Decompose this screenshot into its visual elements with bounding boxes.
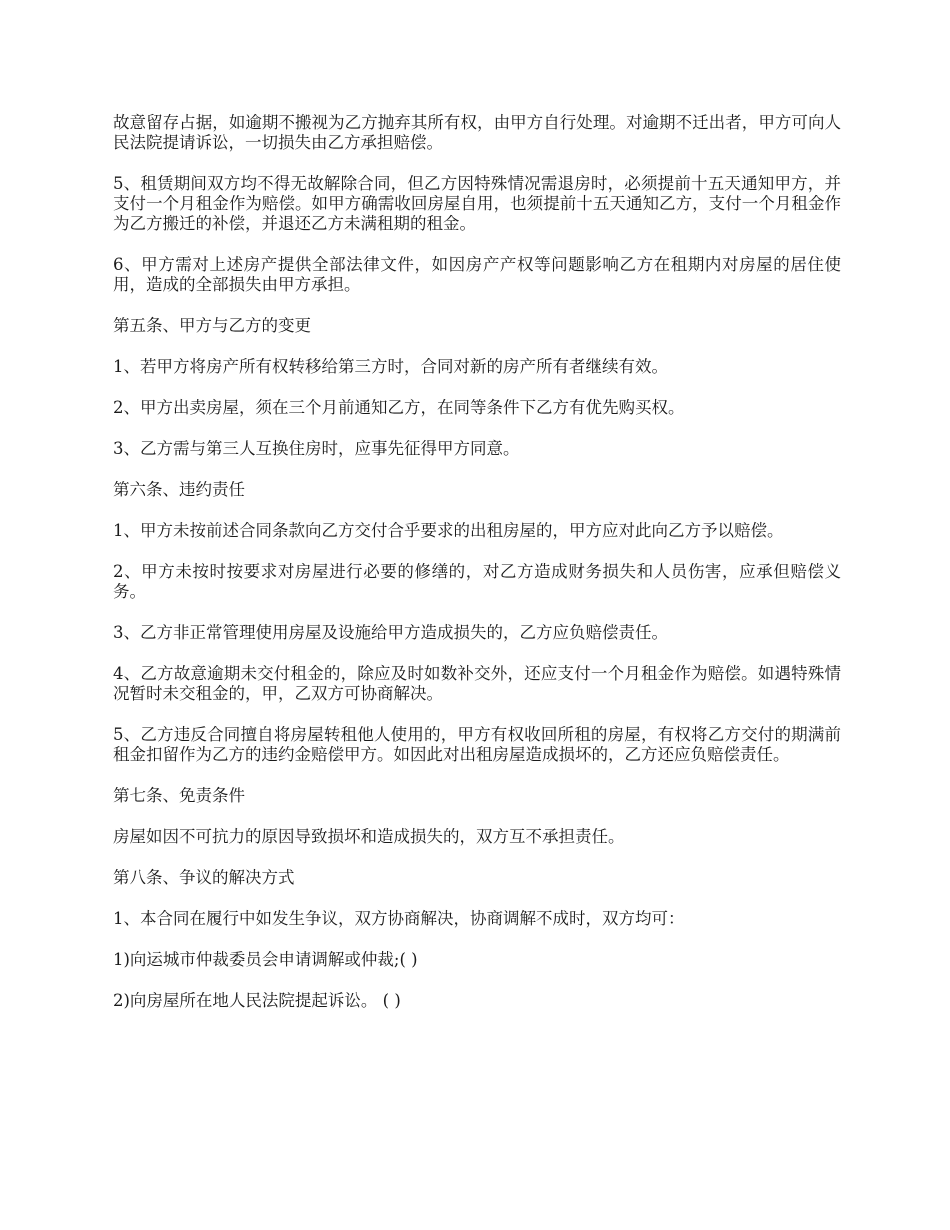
section-heading-7: 第七条、免责条件 <box>113 786 245 805</box>
paragraph-option-litigation: 2)向房屋所在地人民法院提起诉讼。 ( ) <box>113 991 401 1010</box>
paragraph-clause-5-1: 1、若甲方将房产所有权转移给第三方时，合同对新的房产所有者继续有效。 <box>113 357 668 376</box>
paragraph-clause-6-1: 1、甲方未按前述合同条款向乙方交付合乎要求的出租房屋的，甲方应对此向乙方予以赔偿。 <box>113 521 784 540</box>
paragraph-clause-continuation: 故意留存占据，如逾期不搬视为乙方抛弃其所有权，由甲方自行处理。对逾期不迁出者，甲方可向人民法院提请诉讼，一切损失由乙方承担赔偿。 <box>113 113 841 152</box>
section-heading-6: 第六条、违约责任 <box>113 480 245 499</box>
paragraph-clause-4-6: 6、甲方需对上述房产提供全部法律文件，如因房产产权等问题影响乙方在租期内对房屋的居住使用，造成的全部损失由甲方承担。 <box>113 255 841 294</box>
paragraph-clause-6-3: 3、乙方非正常管理使用房屋及设施给甲方造成损失的，乙方应负赔偿责任。 <box>113 623 668 642</box>
section-heading-5: 第五条、甲方与乙方的变更 <box>113 316 311 335</box>
document-body <box>113 113 841 1032</box>
paragraph-clause-5-3: 3、乙方需与第三人互换住房时，应事先征得甲方同意。 <box>113 439 520 458</box>
paragraph-clause-6-4: 4、乙方故意逾期未交付租金的，除应及时如数补交外，还应支付一个月租金作为赔偿。如遇特殊情况暂时未交租金的，甲，乙双方可协商解决。 <box>113 664 841 703</box>
paragraph-clause-6-2: 2、甲方未按时按要求对房屋进行必要的修缮的，对乙方造成财务损失和人员伤害，应承但赔偿义务。 <box>113 562 841 601</box>
paragraph-option-arbitration: 1)向运城市仲裁委员会申请调解或仲裁;( ) <box>113 950 418 969</box>
paragraph-clause-5-2: 2、甲方出卖房屋，须在三个月前通知乙方，在同等条件下乙方有优先购买权。 <box>113 398 685 417</box>
paragraph-clause-6-5: 5、乙方违反合同擅自将房屋转租他人使用的，甲方有权收回所租的房屋，有权将乙方交付的期满前租金扣留作为乙方的违约金赔偿甲方。如因此对出租房屋造成损坏的，乙方还应负赔偿责任。 <box>113 725 841 764</box>
paragraph-clause-4-5: 5、租赁期间双方均不得无故解除合同，但乙方因特殊情况需退房时，必须提前十五天通知甲方，并支付一个月租金作为赔偿。如甲方确需收回房屋自用，也须提前十五天通知乙方，支付一个月租金作为乙方搬迁的补偿，并退还乙方未满租期的租金。 <box>113 174 841 233</box>
paragraph-clause-8-1: 1、本合同在履行中如发生争议，双方协商解决，协商调解不成时，双方均可： <box>113 909 685 928</box>
section-heading-8: 第八条、争议的解决方式 <box>113 868 295 887</box>
paragraph-clause-7: 房屋如因不可抗力的原因导致损坏和造成损失的，双方互不承担责任。 <box>113 827 625 846</box>
